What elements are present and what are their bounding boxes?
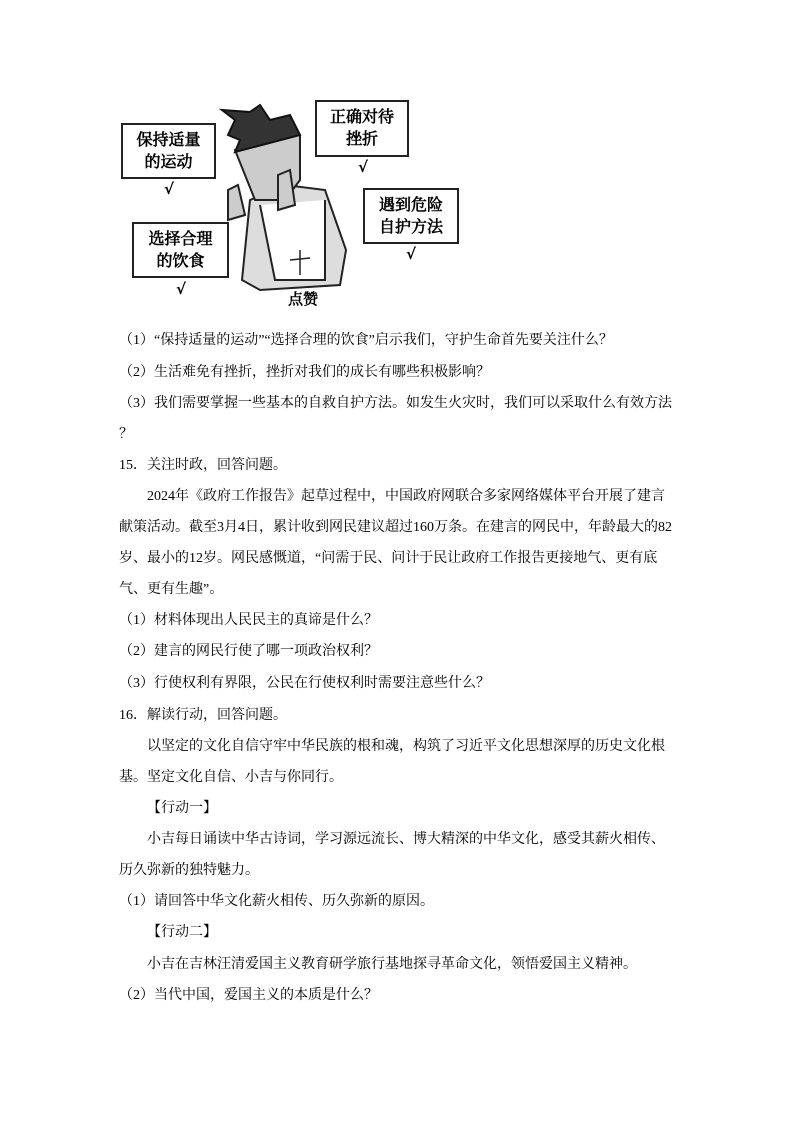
check-mark: √ xyxy=(358,158,369,176)
box-text: 挫折 xyxy=(345,129,378,148)
box-text: 遇到危险 xyxy=(378,195,443,214)
box-setbacks xyxy=(315,100,409,157)
paragraph-line: 小吉每日诵读中华古诗词，学习源远流长、博大精深的中华文化，感受其薪火相传、 xyxy=(147,832,665,847)
box-exercise xyxy=(121,123,216,179)
paragraph-line: 气、更有生趣”。 xyxy=(119,582,224,597)
box-text: 选择合理 xyxy=(148,229,213,248)
question-heading: 15．关注时政，回答问题。 xyxy=(119,458,287,473)
paragraph-line: 以坚定的文化自信守牢中华民族的根和魂，构筑了习近平文化思想深厚的历史文化根 xyxy=(147,739,665,754)
box-text: 的运动 xyxy=(144,152,193,171)
box-text: 保持适量 xyxy=(136,130,201,149)
paragraph-line: 历久弥新的独特魅力。 xyxy=(119,863,259,878)
question-heading: 16．解读行动，回答问题。 xyxy=(119,708,287,723)
question-line: （1）材料体现出人民民主的真谛是什么？ xyxy=(119,613,378,628)
question-line: （2）建言的网民行使了哪一项政治权利？ xyxy=(119,644,378,659)
question-line: （3）行使权利有界限，公民在行使权利时需要注意些什么？ xyxy=(119,676,490,691)
check-mark: √ xyxy=(164,180,175,198)
question-line: （2）当代中国，爱国主义的本质是什么？ xyxy=(119,988,378,1003)
question-line: （3）我们需要掌握一些基本的自救自护方法。如发生火灾时，我们可以采取什么有效方法 xyxy=(119,396,672,411)
check-mark: √ xyxy=(406,245,417,263)
box-diet xyxy=(132,222,229,278)
question-line: ？ xyxy=(119,427,133,442)
paragraph-line: 岁、最小的12岁。网民感慨道，“问需于民、问计于民让政府工作报告更接地气、更有底 xyxy=(119,551,658,566)
section-label: 【行动一】 xyxy=(147,801,217,816)
question-line: （2）生活难免有挫折，挫折对我们的成长有哪些积极影响？ xyxy=(119,365,490,380)
question-line: （1）请回答中华文化薪火相传、历久弥新的原因。 xyxy=(119,894,434,909)
check-mark: √ xyxy=(176,280,187,298)
box-text: 正确对待 xyxy=(329,107,394,126)
figure-caption: 点赞 xyxy=(288,290,319,308)
box-self-protection xyxy=(363,188,459,244)
box-text: 的饮食 xyxy=(156,251,205,270)
question-line: （1）“保持适量的运动”“选择合理的饮食”启示我们，守护生命首先要关注什么？ xyxy=(119,333,613,348)
box-text: 自护方法 xyxy=(378,217,443,236)
illustration-thumbs-up xyxy=(110,90,470,320)
paragraph-line: 献策活动。截至3月4日，累计收到网民建议超过160万条。在建言的网民中，年龄最大的82 xyxy=(119,520,672,535)
paragraph-line: 基。坚定文化自信、小吉与你同行。 xyxy=(119,770,343,785)
section-label: 【行动二】 xyxy=(147,925,217,940)
paragraph-line: 小吉在吉林汪清爱国主义教育研学旅行基地探寻革命文化，领悟爱国主义精神。 xyxy=(147,957,637,972)
paragraph-line: 2024年《政府工作报告》起草过程中，中国政府网联合多家网络媒体平台开展了建言 xyxy=(147,489,665,504)
